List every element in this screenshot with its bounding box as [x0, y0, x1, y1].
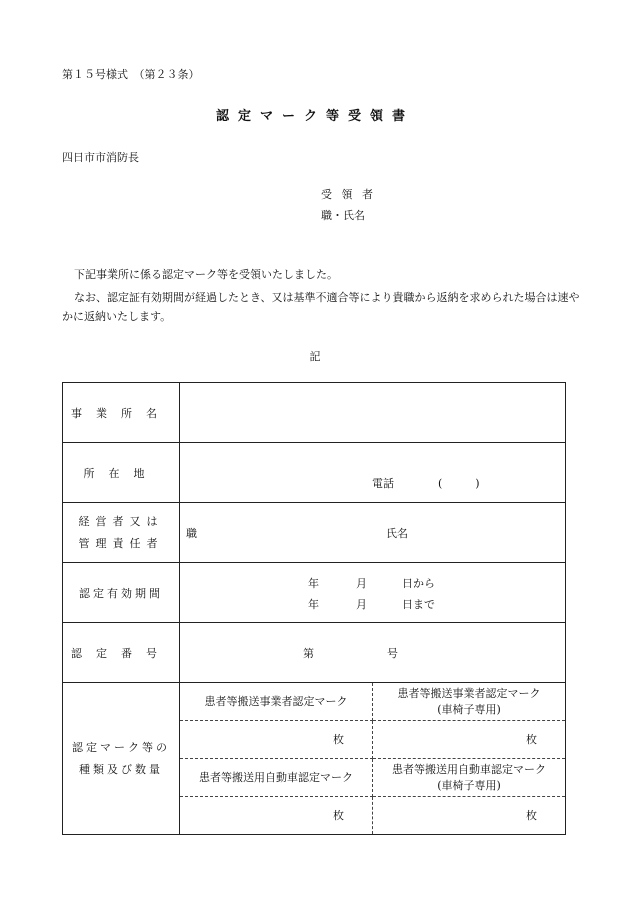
mark-type-operator-wheelchair-line2: (車椅子専用) — [437, 702, 501, 716]
from-year: 年 — [308, 577, 319, 590]
cert-number-field[interactable] — [180, 623, 566, 683]
form-number: 第１５号様式 （第２３条） — [62, 68, 200, 81]
validity-field[interactable] — [180, 563, 566, 623]
validity-label: 認定有効期間 — [63, 563, 180, 623]
marks-count-row-2 — [180, 797, 565, 835]
marks-grid — [180, 683, 565, 834]
mark-type-vehicle-wheelchair — [373, 759, 566, 797]
marks-label-line2: 種類及び数量 — [79, 762, 163, 776]
mark-type-operator: 患者等搬送事業者認定マーク — [180, 683, 373, 721]
document-title: 認定マーク等受領書 — [215, 109, 414, 124]
mark-type-operator-wheelchair — [373, 683, 566, 721]
manager-label-line2: 管理責任者 — [78, 536, 164, 550]
business-name-label: 事業所名 — [63, 383, 180, 443]
manager-label-line1: 経営者又は — [78, 514, 164, 528]
marks-type-row-1 — [180, 683, 565, 721]
marks-row — [63, 683, 566, 835]
marks-type-row-2 — [180, 759, 565, 797]
mark-count-operator-wheelchair[interactable]: 枚 — [373, 721, 566, 759]
validity-row — [63, 563, 566, 623]
cert-number-row — [63, 623, 566, 683]
receiver-label: 受 領 者 — [321, 188, 376, 201]
cert-dai: 第 — [303, 647, 314, 660]
manager-field[interactable] — [180, 503, 566, 563]
marks-count-row-1 — [180, 721, 565, 759]
from-day: 日から — [402, 577, 435, 590]
body-text-1: 下記事業所に係る認定マーク等を受領いたしました。 — [74, 268, 338, 281]
to-year: 年 — [308, 598, 319, 611]
position-label: 職 — [186, 527, 197, 540]
cert-number-label: 認定番号 — [63, 623, 180, 683]
business-name-field[interactable] — [180, 383, 566, 443]
mark-type-vehicle-wheelchair-line1: 患者等搬送用自動車認定マーク — [392, 762, 546, 776]
mark-type-vehicle-wheelchair-line2: (車椅子専用) — [437, 778, 501, 792]
mark-count-vehicle[interactable]: 枚 — [180, 797, 373, 835]
marks-field — [180, 683, 566, 835]
phone-parens: ( ) — [438, 477, 480, 490]
receiver-name-label: 職・氏名 — [321, 209, 365, 222]
receipt-table — [62, 382, 566, 835]
mark-count-vehicle-wheelchair[interactable]: 枚 — [526, 808, 537, 822]
marks-label — [63, 683, 180, 835]
mark-type-operator-wheelchair-line1: 患者等搬送事業者認定マーク — [397, 686, 541, 700]
manager-label — [63, 503, 180, 563]
to-month: 月 — [356, 598, 367, 611]
cert-go: 号 — [387, 647, 398, 660]
addressee: 四日市市消防長 — [62, 151, 139, 164]
mark-type-vehicle: 患者等搬送用自動車認定マーク — [180, 759, 373, 797]
ki-heading: 記 — [309, 350, 321, 363]
location-field[interactable] — [180, 443, 566, 503]
to-day: 日まで — [402, 598, 435, 611]
location-label: 所在地 — [63, 443, 180, 503]
location-row — [63, 443, 566, 503]
body-text-2: なお、認定証有効期間が経過したとき、又は基準不適合等により貴職から返納を求められた場合は速やかに返納いたします。 — [62, 291, 580, 323]
manager-row — [63, 503, 566, 563]
name-label: 氏名 — [386, 527, 408, 540]
business-name-row — [63, 383, 566, 443]
from-month: 月 — [356, 577, 367, 590]
marks-label-line1: 認定マーク等の — [72, 740, 170, 754]
phone-label: 電話 — [372, 477, 394, 490]
mark-count-operator[interactable]: 枚 — [180, 721, 373, 759]
